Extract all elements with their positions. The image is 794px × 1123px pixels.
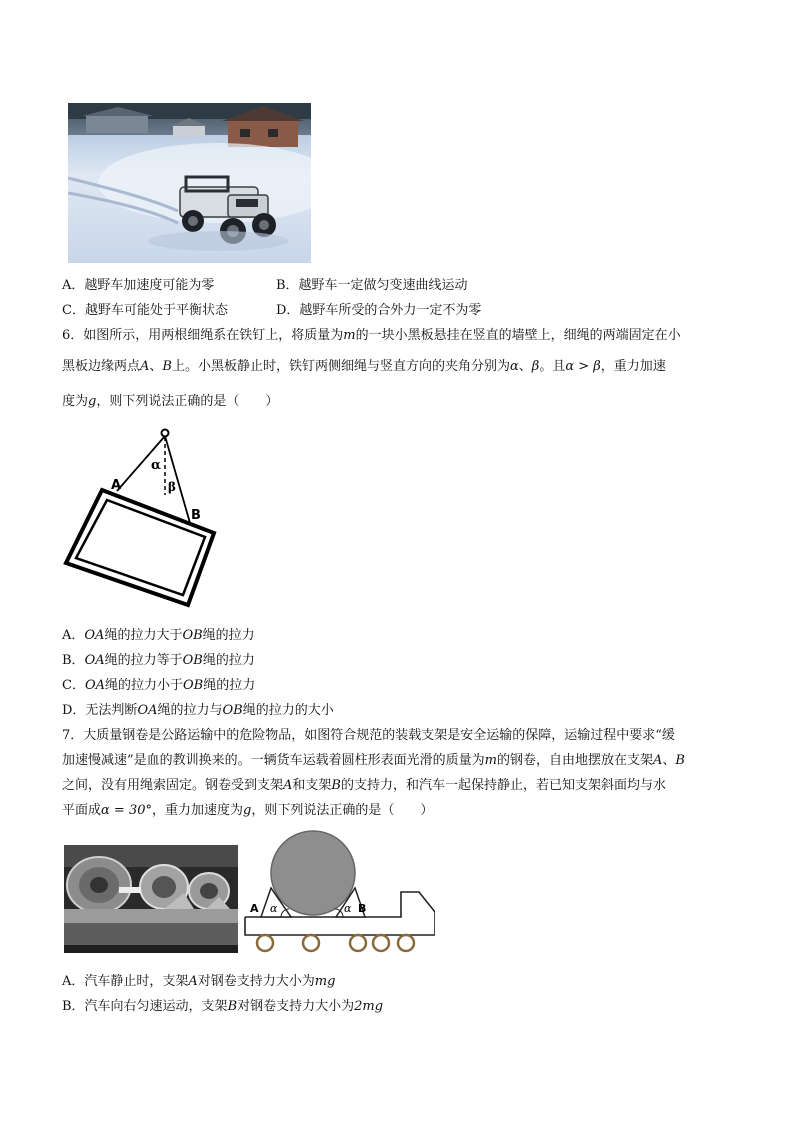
q6-option-text: B． xyxy=(62,653,85,668)
fig-label-b: B xyxy=(191,508,201,523)
q6-option-text: A． xyxy=(62,628,85,643)
steel-coil-photo xyxy=(64,845,238,953)
fig-label-beta: β xyxy=(168,480,176,494)
q6-option-text: 绳的拉力小于 xyxy=(105,678,184,693)
q6-option-c xyxy=(62,677,255,695)
q7-truck-schematic xyxy=(243,830,435,958)
q6-stem-line3 xyxy=(62,393,278,411)
q6-option-a xyxy=(62,627,255,645)
q6-option-text: 绳的拉力 xyxy=(203,678,256,693)
offroad-vehicle-photo-art xyxy=(68,103,311,263)
q7-stem-text: 加速慢减速”是血的教训换来的。一辆货车运载着圆柱形表面光滑的质量为 xyxy=(62,753,485,768)
q6-beta-var: β xyxy=(531,359,540,374)
q7-support-b: B xyxy=(675,753,685,768)
q6-mass-var: m xyxy=(343,328,356,343)
q7-option-var: 2mg xyxy=(354,999,384,1014)
fig-label-alpha-right: α xyxy=(344,902,352,915)
offroad-vehicle-photo xyxy=(68,103,311,263)
fig-label-alpha: α xyxy=(151,458,162,473)
q6-option-b xyxy=(62,652,255,670)
q6-option-var: OB xyxy=(183,678,204,693)
q6-stem-text: 黑板边缘两点 xyxy=(62,359,141,374)
q6-point-a: A xyxy=(140,359,150,374)
q6-option-text: C． xyxy=(62,678,85,693)
q6-option-text: 绳的拉力 xyxy=(202,653,255,668)
q6-stem-text: 。且 xyxy=(539,359,566,374)
q7-stem-text: 平面成 xyxy=(62,803,102,818)
q6-option-var: OA xyxy=(137,703,158,718)
q6-stem-text: 、 xyxy=(518,359,532,374)
q7-gravity-var: g xyxy=(243,803,252,818)
q6-stem-text: 度为 xyxy=(62,394,89,409)
q5-option-a: A．越野车加速度可能为零 xyxy=(62,278,215,293)
q6-option-var: OB xyxy=(222,703,243,718)
q6-option-var: OA xyxy=(84,678,105,693)
q7-mass-var: m xyxy=(484,753,497,768)
q6-inequality: α > β xyxy=(565,359,601,374)
q7-stem-text: 的支持力，和汽车一起保持静止，若已知支架斜面均与水 xyxy=(340,778,666,793)
q7-stem-text: ，重力加速度为 xyxy=(152,803,244,818)
q7-stem-line3 xyxy=(62,777,666,795)
q6-option-text: 绳的拉力大于 xyxy=(104,628,183,643)
q7-option-var: mg xyxy=(314,974,336,989)
q7-option-var: A xyxy=(188,974,198,989)
fig-label-alpha-left: α xyxy=(270,902,278,915)
nail-icon xyxy=(162,430,169,437)
q6-option-text: 绳的拉力与 xyxy=(157,703,223,718)
fig-label-a: A xyxy=(250,902,259,915)
q6-option-text: 绳的拉力等于 xyxy=(104,653,183,668)
q6-option-var: OA xyxy=(84,653,105,668)
q6-option-var: OB xyxy=(182,628,203,643)
q7-stem-text: 的钢卷，自由地摆放在支架 xyxy=(496,753,653,768)
q6-stem-text: 上。小黑板静止时，铁钉两侧细绳与竖直方向的夹角分别为 xyxy=(171,359,510,374)
q7-stem-text: 、 xyxy=(662,753,676,768)
q6-gravity-var: g xyxy=(88,394,97,409)
steel-coil-photo-art xyxy=(64,845,238,953)
q6-option-d xyxy=(62,702,334,720)
q6-option-text: 绳的拉力的大小 xyxy=(242,703,334,718)
q7-support-a: A xyxy=(283,778,293,793)
q7-stem-text: ，则下列说法正确的是（ ） xyxy=(251,803,434,818)
q7-stem-text: 之间，没有用绳索固定。钢卷受到支架 xyxy=(62,778,284,793)
q7-option-text: 对钢卷支持力大小为 xyxy=(237,999,355,1014)
q6-stem-text: ，重力加速 xyxy=(600,359,666,374)
q7-option-a xyxy=(62,973,335,991)
q7-stem-text: 和支架 xyxy=(292,778,332,793)
steel-coil-shape xyxy=(271,831,355,915)
q6-option-text: 绳的拉力 xyxy=(202,628,255,643)
q6-option-var: OB xyxy=(182,653,203,668)
q6-stem-text: 、 xyxy=(149,359,163,374)
q6-stem-line1 xyxy=(62,327,681,345)
q7-stem-line4 xyxy=(62,802,433,820)
q7-stem-line2 xyxy=(62,752,685,770)
q5-option-d: D．越野车所受的合外力一定不为零 xyxy=(276,303,482,318)
q7-stem-line1: 7．大质量钢卷是公路运输中的危险物品，如图符合规范的装载支架是安全运输的保障，运输过程中要求“缓 xyxy=(62,728,675,743)
q7-option-var: B xyxy=(227,999,238,1014)
q5-option-b: B．越野车一定做匀变速曲线运动 xyxy=(276,278,468,293)
q6-option-var: OA xyxy=(84,628,105,643)
q7-option-b xyxy=(62,998,383,1016)
q6-alpha-var: α xyxy=(510,359,519,374)
q6-stem-text: 的一块小黑板悬挂在竖直的墙壁上，细绳的两端固定在小 xyxy=(355,328,681,343)
q7-support-a: A xyxy=(653,753,663,768)
q6-stem-text: 6．如图所示，用两根细绳系在铁钉上，将质量为 xyxy=(62,328,344,343)
q7-support-b: B xyxy=(331,778,341,793)
q7-option-text: A．汽车静止时，支架 xyxy=(62,974,189,989)
q7-angle-eq: α = 30° xyxy=(101,803,152,818)
q5-option-c: C．越野车可能处于平衡状态 xyxy=(62,303,228,318)
q6-blackboard-figure xyxy=(62,425,232,610)
fig-label-b: B xyxy=(358,902,367,915)
q6-option-text: D．无法判断 xyxy=(62,703,138,718)
q7-option-text: 对钢卷支持力大小为 xyxy=(197,974,315,989)
q7-option-text: B．汽车向右匀速运动，支架 xyxy=(62,999,228,1014)
truck-wheels xyxy=(257,935,414,951)
q6-stem-text: ，则下列说法正确的是（ ） xyxy=(96,394,279,409)
fig-label-a: A xyxy=(111,478,122,493)
q6-stem-line2 xyxy=(62,358,666,376)
q6-point-b: B xyxy=(162,359,172,374)
